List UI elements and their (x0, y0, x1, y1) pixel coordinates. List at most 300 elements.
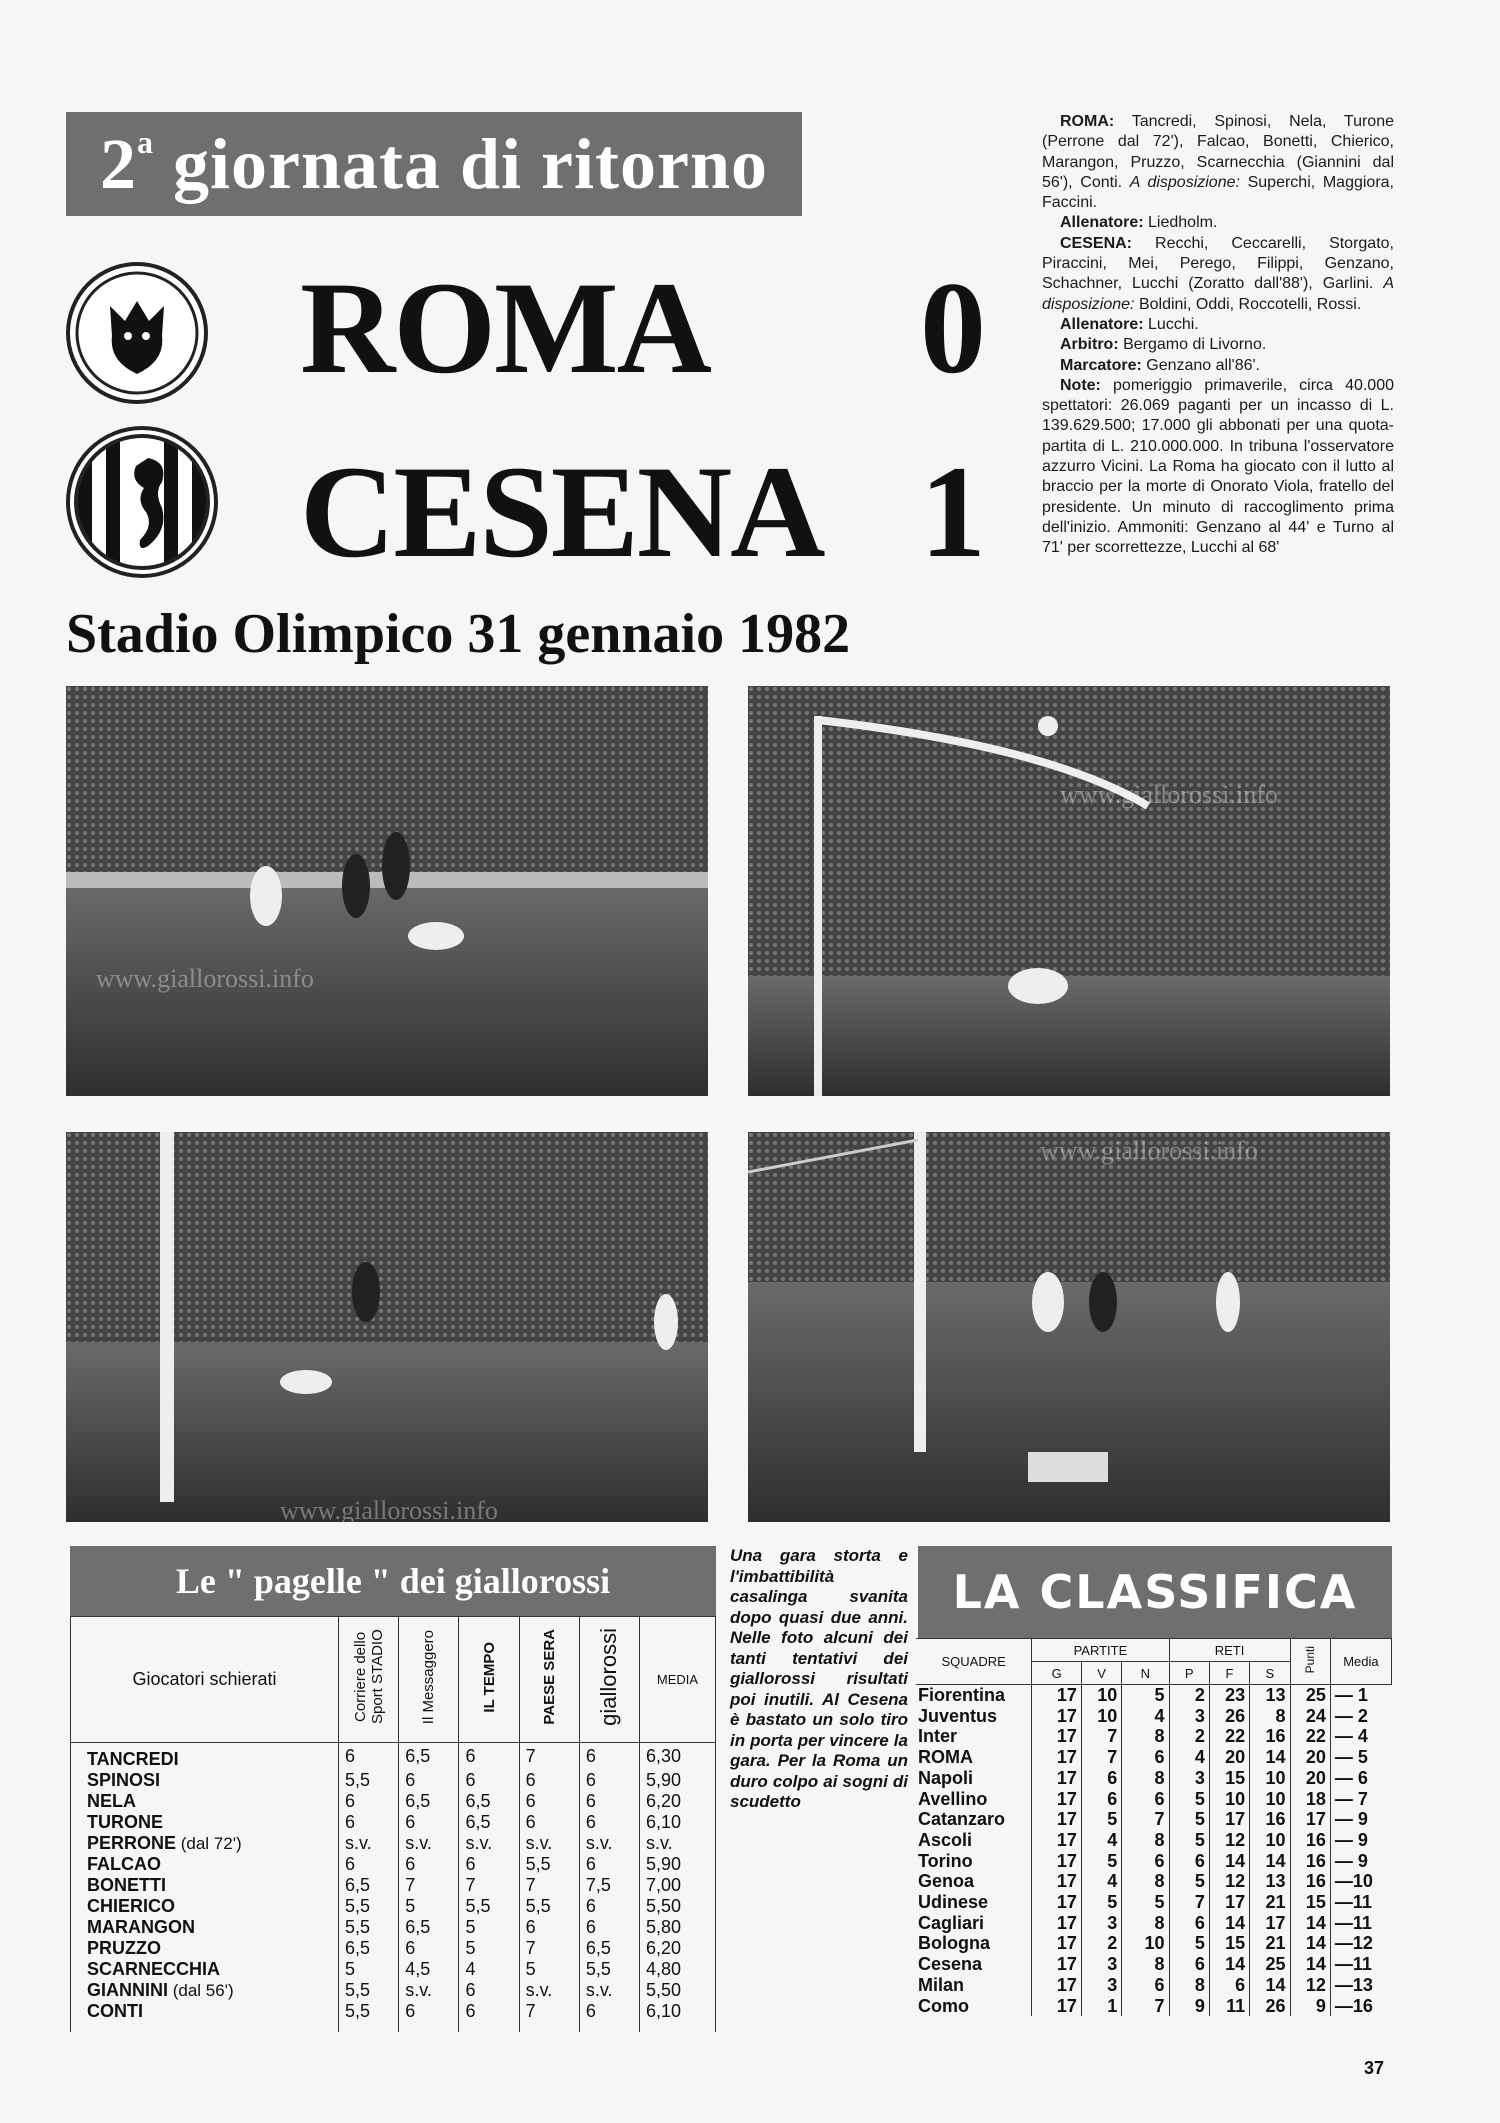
media-cell: — 9 (1330, 1830, 1391, 1851)
match-photo-3 (66, 1132, 708, 1522)
stat-cell-n: 6 (1122, 1851, 1169, 1872)
vote-cell: 6 (579, 1812, 639, 1833)
photo-3-watermark: www.giallorossi.info (280, 1496, 498, 1525)
stat-cell-v: 5 (1081, 1851, 1121, 1872)
media-cell: — 7 (1330, 1789, 1391, 1810)
table-row (916, 1726, 1392, 1747)
media-cell: 6,20 (640, 1938, 716, 1959)
round-number: 2 (100, 124, 138, 204)
team-name: Como (918, 1995, 969, 2016)
stat-cell-p: 2 (1169, 1685, 1209, 1706)
vote-cell: 5,5 (579, 1959, 639, 1980)
player-name (71, 2001, 339, 2022)
stat-cell-p: 6 (1169, 1851, 1209, 1872)
player-name-text: NELA (87, 1791, 136, 1811)
punti-header: Punti (1290, 1639, 1330, 1685)
cesena-label: CESENA: (1060, 234, 1133, 252)
stat-cell-p: 7 (1169, 1892, 1209, 1913)
vote-cell: 7 (399, 1875, 459, 1896)
table-row (916, 1851, 1392, 1872)
player-name-text: SCARNECCHIA (87, 1959, 221, 1979)
stat-cell-n: 6 (1122, 1789, 1169, 1810)
source-header: IL TEMPO (459, 1617, 519, 1743)
stat-cell-g: 17 (1032, 1892, 1082, 1913)
vote-cell: 6 (459, 1980, 519, 2001)
cesena-bench-label: A disposizione: (1042, 275, 1394, 313)
stat-cell-v: 5 (1081, 1809, 1121, 1830)
vote-cell: 6,5 (339, 1938, 399, 1959)
stat-cell-pt: 15 (1290, 1892, 1330, 1913)
stat-cell-g: 17 (1032, 1913, 1082, 1934)
stat-cell-v: 10 (1081, 1685, 1121, 1706)
table-row (916, 1830, 1392, 1851)
player-name (71, 1854, 339, 1875)
vote-cell: s.v. (579, 1833, 639, 1854)
home-team: ROMA (300, 254, 710, 401)
team-name: Napoli (918, 1767, 974, 1788)
away-team: CESENA (300, 438, 824, 585)
player-name (71, 1770, 339, 1791)
stat-cell-p: 5 (1169, 1830, 1209, 1851)
media-cell: s.v. (640, 1833, 716, 1854)
stat-cell-pt: 14 (1290, 1954, 1330, 1975)
home-score: 0 (920, 254, 986, 401)
stadium-date: Stadio Olimpico 31 gennaio 1982 (66, 603, 851, 665)
stat-cell-f: 15 (1209, 1768, 1249, 1789)
cesena-lineup: Recchi, Ceccarelli, Storgato, Piraccini, Mei, Perego, Filippi, Genzano, Schachner, Lucchi (Zoratto dall'88'), Garlini. (1042, 234, 1394, 293)
col-p: P (1169, 1662, 1209, 1685)
vote-cell: 6 (519, 1917, 579, 1938)
player-name (71, 1917, 339, 1938)
table-row (916, 1789, 1392, 1810)
vote-cell: 6,5 (399, 1917, 459, 1938)
spacer-cell (459, 2022, 519, 2032)
stat-cell-f: 14 (1209, 1954, 1249, 1975)
vote-cell: 5,5 (519, 1896, 579, 1917)
stat-cell-p: 5 (1169, 1809, 1209, 1830)
stat-cell-s: 10 (1250, 1789, 1290, 1810)
away-score: 1 (920, 438, 986, 585)
match-photo-2 (748, 686, 1390, 1096)
vote-cell: 7 (459, 1875, 519, 1896)
media-cell: 5,80 (640, 1917, 716, 1938)
roma-bench-label: A disposizione: (1129, 173, 1240, 191)
col-f: F (1209, 1662, 1249, 1685)
player-name-text: BONETTI (87, 1875, 166, 1895)
stat-cell-pt: 20 (1290, 1747, 1330, 1768)
stat-cell-g: 17 (1032, 1954, 1082, 1975)
stat-cell-pt: 9 (1290, 1996, 1330, 2017)
player-name-text: TANCREDI (87, 1749, 179, 1769)
team-name: Bologna (918, 1933, 990, 1954)
vote-cell: 6 (339, 1812, 399, 1833)
table-row (71, 1854, 716, 1875)
roma-coach-label: Allenatore: (1060, 214, 1144, 232)
player-name-text: CONTI (87, 2001, 143, 2021)
source-header: giallorossi (579, 1617, 639, 1743)
table-row (71, 1896, 716, 1917)
table-row (916, 1996, 1392, 2017)
stat-cell-n: 7 (1122, 1809, 1169, 1830)
stat-cell-v: 3 (1081, 1975, 1121, 1996)
player-name-text: CHIERICO (87, 1896, 176, 1916)
vote-cell: 6,5 (399, 1791, 459, 1812)
table-row (71, 1980, 716, 2001)
table-row (71, 1917, 716, 1938)
classifica-title: LA CLASSIFICA (918, 1546, 1392, 1638)
table-row (71, 1770, 716, 1791)
stat-cell-g: 17 (1032, 1933, 1082, 1954)
stat-cell-s: 17 (1250, 1913, 1290, 1934)
vote-cell: 6,5 (399, 1743, 459, 1771)
vote-cell: 6 (339, 1854, 399, 1875)
stat-cell-v: 6 (1081, 1768, 1121, 1789)
player-name (71, 1833, 339, 1854)
stat-cell-g: 17 (1032, 1975, 1082, 1996)
stat-cell-pt: 20 (1290, 1768, 1330, 1789)
roma-coach: Liedholm. (1143, 214, 1218, 232)
stat-cell-g: 17 (1032, 1768, 1082, 1789)
media-cell: 5,90 (640, 1770, 716, 1791)
scorer-label: Marcatore: (1060, 356, 1142, 374)
player-name (71, 1743, 339, 1771)
player-name (71, 1980, 339, 2001)
stat-cell-s: 14 (1250, 1975, 1290, 1996)
spacer-cell (71, 2022, 339, 2032)
stat-cell-g: 17 (1032, 1685, 1082, 1706)
classifica-table (916, 1638, 1392, 2016)
stat-cell-f: 12 (1209, 1830, 1249, 1851)
team-name: Milan (918, 1974, 965, 1995)
stat-cell-v: 4 (1081, 1830, 1121, 1851)
spacer-cell (519, 2022, 579, 2032)
notes-label: Note: (1060, 376, 1101, 394)
vote-cell: s.v. (519, 1833, 579, 1854)
vote-cell: s.v. (519, 1980, 579, 2001)
vote-cell: 6 (579, 2001, 639, 2022)
vote-cell: 6 (519, 1791, 579, 1812)
table-row (916, 1913, 1392, 1934)
stat-cell-n: 5 (1122, 1892, 1169, 1913)
media-cell: 6,10 (640, 1812, 716, 1833)
stat-cell-v: 6 (1081, 1789, 1121, 1810)
source-header: Corriere dello Sport STADIO (339, 1617, 399, 1743)
media-cell: — 9 (1330, 1851, 1391, 1872)
vote-cell: 7 (519, 1938, 579, 1959)
spacer-cell (399, 2022, 459, 2032)
vote-cell: 6,5 (459, 1812, 519, 1833)
player-name (71, 1896, 339, 1917)
pagelle-title: Le " pagelle " dei giallorossi (70, 1546, 716, 1616)
media-cell: —10 (1330, 1871, 1391, 1892)
cesena-logo (66, 426, 218, 578)
media-cell: 7,00 (640, 1875, 716, 1896)
stat-cell-pt: 14 (1290, 1913, 1330, 1934)
player-sub-note: (dal 72') (176, 1834, 242, 1853)
vote-cell: 6 (579, 1743, 639, 1771)
vote-cell: 6,5 (339, 1875, 399, 1896)
media-cell: —13 (1330, 1975, 1391, 1996)
stat-cell-p: 3 (1169, 1768, 1209, 1789)
roma-lineup: Tancredi, Spinosi, Nela, Turone (Perrone dal 72'), Falcao, Bonetti, Chierico, Marangon, Pruzzo, Scarnecchia (Giannini dal 56'), Conti. (1042, 113, 1394, 191)
stat-cell-g: 17 (1032, 1747, 1082, 1768)
vote-cell: s.v. (399, 1980, 459, 2001)
vote-cell: 6 (339, 1791, 399, 1812)
stat-cell-n: 8 (1122, 1830, 1169, 1851)
player-sub-note: (dal 56') (168, 1981, 234, 2000)
stat-cell-f: 6 (1209, 1975, 1249, 1996)
stat-cell-g: 17 (1032, 1789, 1082, 1810)
stat-cell-pt: 17 (1290, 1809, 1330, 1830)
vote-cell: s.v. (579, 1980, 639, 2001)
media-cell: — 4 (1330, 1726, 1391, 1747)
stat-cell-pt: 16 (1290, 1871, 1330, 1892)
stat-cell-s: 26 (1250, 1996, 1290, 2017)
stat-cell-n: 8 (1122, 1768, 1169, 1789)
team-name: Catanzaro (918, 1809, 1006, 1830)
vote-cell: 6 (459, 1770, 519, 1791)
vote-cell: 6 (399, 2001, 459, 2022)
stat-cell-n: 7 (1122, 1996, 1169, 2017)
player-name-text: PERRONE (87, 1833, 177, 1853)
vote-cell: 7 (519, 1743, 579, 1771)
stat-cell-p: 9 (1169, 1996, 1209, 2017)
photo-2-watermark: www.giallorossi.info (1060, 780, 1278, 809)
cesena-coach: Lucchi. (1143, 315, 1199, 333)
vote-cell: 6 (399, 1812, 459, 1833)
media-cell: — 9 (1330, 1809, 1391, 1830)
player-name (71, 1959, 339, 1980)
stat-cell-f: 14 (1209, 1913, 1249, 1934)
stat-cell-p: 5 (1169, 1871, 1209, 1892)
partite-header: PARTITE (1032, 1639, 1169, 1662)
photo-1-watermark: www.giallorossi.info (96, 964, 314, 993)
cesena-coach-label: Allenatore: (1060, 315, 1144, 333)
stat-cell-f: 10 (1209, 1789, 1249, 1810)
stat-cell-g: 17 (1032, 1830, 1082, 1851)
vote-cell: 6 (459, 1854, 519, 1875)
col-s: S (1250, 1662, 1290, 1685)
stat-cell-g: 17 (1032, 1851, 1082, 1872)
table-row (916, 1706, 1392, 1727)
team-name: Genoa (918, 1871, 975, 1892)
table-spacer (71, 2022, 716, 2032)
media-cell: —11 (1330, 1913, 1391, 1934)
player-name-text: FALCAO (87, 1854, 161, 1874)
match-photo-4 (748, 1132, 1390, 1522)
stat-cell-p: 4 (1169, 1747, 1209, 1768)
stat-cell-f: 12 (1209, 1871, 1249, 1892)
stat-cell-pt: 16 (1290, 1830, 1330, 1851)
stat-cell-n: 8 (1122, 1954, 1169, 1975)
stat-cell-pt: 25 (1290, 1685, 1330, 1706)
stat-cell-pt: 14 (1290, 1933, 1330, 1954)
stat-cell-s: 16 (1250, 1809, 1290, 1830)
spacer-cell (339, 2022, 399, 2032)
team-name: Juventus (918, 1705, 998, 1726)
vote-cell: 5,5 (519, 1854, 579, 1875)
vote-cell: 5,5 (339, 1980, 399, 2001)
vote-cell: 4 (459, 1959, 519, 1980)
scorer: Genzano all'86'. (1141, 356, 1260, 374)
stat-cell-pt: 12 (1290, 1975, 1330, 1996)
vote-cell: 6 (459, 2001, 519, 2022)
player-name-text: GIANNINI (87, 1980, 168, 2000)
stat-cell-s: 8 (1250, 1706, 1290, 1727)
stat-cell-f: 20 (1209, 1747, 1249, 1768)
stat-cell-n: 8 (1122, 1871, 1169, 1892)
stat-cell-s: 14 (1250, 1747, 1290, 1768)
photo-caption: Una gara storta e l'imbattibilità casalinga svanita dopo quasi due anni. Nelle foto alcuni dei tanti tentativi dei giallorossi risultati poi inutili. Al Cesena è bastato un solo tiro in porta per vincere la gara. Per la Roma un duro colpo ai sogni di scudetto (730, 1546, 908, 1811)
media-cell: 4,80 (640, 1959, 716, 1980)
stat-cell-f: 22 (1209, 1726, 1249, 1747)
stat-cell-v: 7 (1081, 1726, 1121, 1747)
wolf-icon (70, 266, 204, 400)
media-cell: — 2 (1330, 1706, 1391, 1727)
spacer-cell (640, 2022, 716, 2032)
round-text: giornata di ritorno (154, 124, 768, 204)
stat-cell-s: 10 (1250, 1830, 1290, 1851)
vote-cell: s.v. (399, 1833, 459, 1854)
team-name: Ascoli (918, 1829, 973, 1850)
vote-cell: 6 (399, 1770, 459, 1791)
stat-cell-f: 23 (1209, 1685, 1249, 1706)
stat-cell-v: 1 (1081, 1996, 1121, 2017)
match-report (1042, 112, 1394, 559)
stat-cell-f: 17 (1209, 1892, 1249, 1913)
stat-cell-n: 5 (1122, 1685, 1169, 1706)
team-name: Avellino (918, 1788, 988, 1809)
stat-cell-f: 17 (1209, 1809, 1249, 1830)
vote-cell: 6 (579, 1770, 639, 1791)
player-name-text: MARANGON (87, 1917, 195, 1937)
table-row (916, 1809, 1392, 1830)
players-header: Giocatori schierati (71, 1617, 339, 1743)
media-cell: —16 (1330, 1996, 1391, 2017)
stat-cell-f: 15 (1209, 1933, 1249, 1954)
vote-cell: 6 (399, 1854, 459, 1875)
vote-cell: 6 (579, 1896, 639, 1917)
team-name: Fiorentina (918, 1685, 1006, 1705)
stat-cell-p: 3 (1169, 1706, 1209, 1727)
vote-cell: 6 (339, 1743, 399, 1771)
stat-cell-f: 26 (1209, 1706, 1249, 1727)
team-name: Inter (918, 1726, 958, 1747)
stat-cell-pt: 22 (1290, 1726, 1330, 1747)
team-name: Cesena (918, 1954, 983, 1975)
player-name (71, 1812, 339, 1833)
player-name (71, 1875, 339, 1896)
vote-cell: 7 (519, 2001, 579, 2022)
table-row (71, 1959, 716, 1980)
player-name-text: TURONE (87, 1812, 163, 1832)
table-row (916, 1747, 1392, 1768)
team-name: ROMA (918, 1747, 973, 1768)
stat-cell-v: 4 (1081, 1871, 1121, 1892)
vote-cell: 6 (519, 1770, 579, 1791)
stat-cell-s: 10 (1250, 1768, 1290, 1789)
vote-cell: 6 (579, 1791, 639, 1812)
source-header: Il Messaggero (399, 1617, 459, 1743)
vote-cell: 5 (519, 1959, 579, 1980)
table-row (916, 1954, 1392, 1975)
page-number: 37 (1364, 2058, 1385, 2078)
table-row (916, 1685, 1392, 1706)
stat-cell-n: 8 (1122, 1726, 1169, 1747)
vote-cell: 6,5 (579, 1938, 639, 1959)
stat-cell-s: 21 (1250, 1933, 1290, 1954)
stat-cell-p: 5 (1169, 1789, 1209, 1810)
cesena-bench: Boldini, Oddi, Roccotelli, Rossi. (1134, 295, 1362, 313)
photo-4-watermark: www.giallorossi.info (1040, 1136, 1258, 1165)
media-cell: 6,10 (640, 2001, 716, 2022)
media-cell: —11 (1330, 1892, 1391, 1913)
referee-label: Arbitro: (1060, 336, 1119, 354)
media-cell: — 6 (1330, 1768, 1391, 1789)
vote-cell: 7,5 (579, 1875, 639, 1896)
col-v: V (1081, 1662, 1121, 1685)
team-name: Cagliari (918, 1912, 985, 1933)
stat-cell-pt: 24 (1290, 1706, 1330, 1727)
notes: pomeriggio primaverile, circa 40.000 spettatori: 26.069 paganti per un incasso di L. 139.629.500; 17.000 gli abbonati per una quota-partita di L. 210.000.000. In tribuna l'osservatore azzurro Vicini. La Roma ha giocato con il lutto al braccio per la morte di Onorato Viola, fratello del presidente. Un minuto di raccoglimento prima dell'inizio. Ammoniti: Genzano al 44' e Turno al 71' per scorrettezze, Lucchi al 68' (1042, 376, 1394, 557)
pagelle-table (70, 1616, 716, 2032)
stat-cell-f: 14 (1209, 1851, 1249, 1872)
stat-cell-p: 2 (1169, 1726, 1209, 1747)
vote-cell: 5,5 (459, 1896, 519, 1917)
vote-cell: 6,5 (459, 1791, 519, 1812)
table-row (71, 1791, 716, 1812)
media-cell: 6,20 (640, 1791, 716, 1812)
vote-cell: 6 (459, 1743, 519, 1771)
table-row (916, 1871, 1392, 1892)
media-cell: 6,30 (640, 1743, 716, 1771)
stat-cell-s: 13 (1250, 1871, 1290, 1892)
vote-cell: s.v. (459, 1833, 519, 1854)
stat-cell-s: 13 (1250, 1685, 1290, 1706)
table-row (71, 1743, 716, 1771)
stat-cell-f: 11 (1209, 1996, 1249, 2017)
table-row (71, 2001, 716, 2022)
table-row (71, 1938, 716, 1959)
table-row (916, 1975, 1392, 1996)
table-row (71, 1833, 716, 1854)
stat-cell-p: 5 (1169, 1933, 1209, 1954)
stat-cell-v: 3 (1081, 1954, 1121, 1975)
player-name-text: SPINOSI (87, 1770, 161, 1790)
seahorse-icon (70, 430, 214, 574)
stat-cell-g: 17 (1032, 1706, 1082, 1727)
media-cell: —11 (1330, 1954, 1391, 1975)
media-header: Media (1330, 1639, 1391, 1685)
stat-cell-v: 7 (1081, 1747, 1121, 1768)
stat-cell-n: 6 (1122, 1975, 1169, 1996)
stat-cell-n: 10 (1122, 1933, 1169, 1954)
vote-cell: 5,5 (339, 2001, 399, 2022)
stat-cell-p: 8 (1169, 1975, 1209, 1996)
media-cell: 5,50 (640, 1980, 716, 2001)
stat-cell-g: 17 (1032, 1996, 1082, 2017)
stat-cell-p: 6 (1169, 1913, 1209, 1934)
vote-cell: 6 (399, 1938, 459, 1959)
stat-cell-pt: 18 (1290, 1789, 1330, 1810)
referee: Bergamo di Livorno. (1118, 336, 1267, 354)
col-n: N (1122, 1662, 1169, 1685)
roma-logo (66, 262, 208, 404)
stat-cell-v: 10 (1081, 1706, 1121, 1727)
media-cell: —12 (1330, 1933, 1391, 1954)
player-name-text: PRUZZO (87, 1938, 161, 1958)
stat-cell-n: 8 (1122, 1913, 1169, 1934)
